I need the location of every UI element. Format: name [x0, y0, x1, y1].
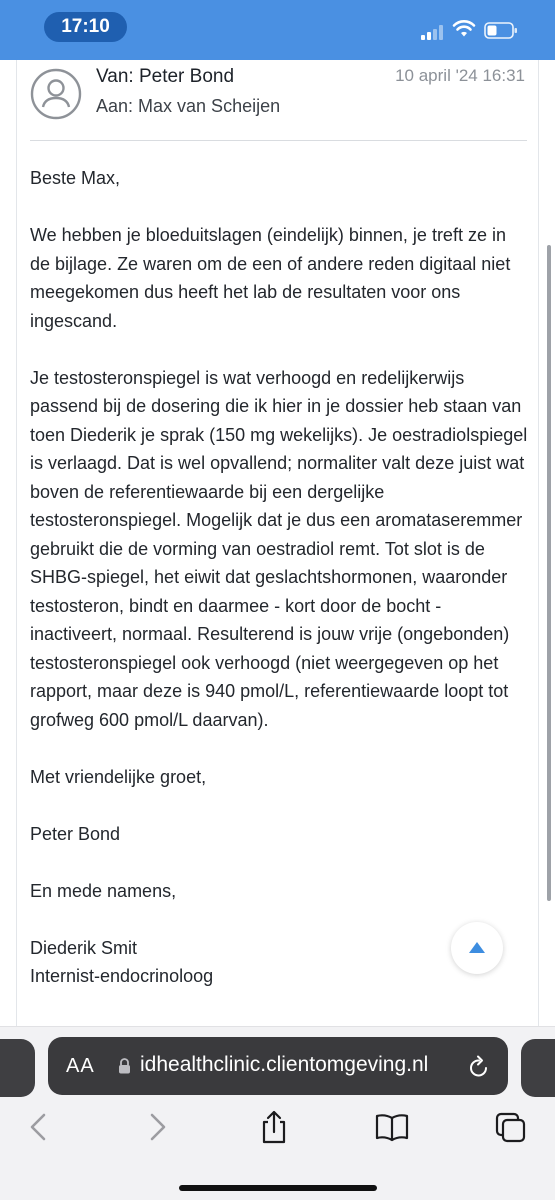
scroll-to-top-button[interactable]	[451, 922, 503, 974]
page-scrollbar[interactable]	[547, 245, 551, 901]
address-bar[interactable]	[48, 1037, 508, 1095]
forward-icon[interactable]	[140, 1110, 176, 1144]
signature-title: Internist-endocrinoloog	[30, 966, 214, 986]
status-bar	[0, 0, 555, 60]
text-size-button[interactable]: AA	[66, 1055, 95, 1077]
status-time: 17:10	[44, 12, 127, 42]
email-paragraph: We hebben je bloeduitslagen (eindelijk) binnen, je treft ze in de bijlage. Ze waren om de een of andere reden digitaal niet meegekomen dus heeft het lab de resultaten voor ons ingescand.	[30, 225, 511, 331]
email-message	[16, 60, 539, 1026]
email-recipient: Aan: Max van Scheijen	[96, 96, 281, 116]
email-body	[30, 164, 530, 991]
scroll-to-top-icon	[468, 941, 486, 954]
previous-tab-preview[interactable]	[0, 1039, 35, 1097]
avatar-icon	[30, 68, 82, 120]
url-text[interactable]: idhealthclinic.clientomgeving.nl	[140, 1053, 429, 1076]
share-icon[interactable]	[256, 1110, 292, 1144]
header-divider	[30, 140, 527, 141]
email-paragraph: Je testosteronspiegel is wat verhoogd en redelijkerwijs passend bij de dosering die ik hier in je dossier heb staan van toen Diederik je sprak (150 mg wekelijks). Je oestradiolspiegel is verlaagd. Dat is wel opvallend; normaliter valt deze juist wat boven de referentiewaarde bij een dergelijke testosteronspiegel. Mogelijk dat je dus een aromataseremmer gebruikt die de vorming van oestradiol remt. Tot slot is de SHBG-spiegel, het eiwit dat geslachtshormonen, waaronder testosteron, bindt en daarmee - kort door de bocht - inactiveert, normaal. Resulterend is jouw vrije (ongebonden) testosteronspiegel ook verhoogd (niet weergegeven op het rapport, maar deze is 940 pmol/L, referentiewaarde loopt tot grofweg 600 pmol/L daarvan).	[30, 367, 528, 730]
reload-icon[interactable]	[468, 1054, 490, 1078]
home-indicator	[179, 1185, 377, 1191]
signature-name: Diederik Smit	[30, 937, 138, 958]
email-paragraph: Peter Bond	[30, 823, 121, 844]
back-icon[interactable]	[20, 1110, 56, 1144]
tabs-icon[interactable]	[493, 1110, 529, 1144]
next-tab-preview[interactable]	[521, 1039, 555, 1097]
email-sender: Van: Peter Bond	[96, 66, 235, 87]
email-paragraph: Beste Max,	[30, 168, 121, 188]
cellular-signal-icon	[421, 24, 445, 40]
email-paragraph: En mede namens,	[30, 880, 177, 901]
email-date: 10 april '24 16:31	[395, 66, 525, 85]
lock-icon	[118, 1058, 131, 1074]
wifi-icon	[452, 18, 476, 38]
email-paragraph: Met vriendelijke groet,	[30, 766, 207, 787]
battery-icon	[484, 22, 518, 39]
bookmarks-icon[interactable]	[374, 1110, 410, 1144]
